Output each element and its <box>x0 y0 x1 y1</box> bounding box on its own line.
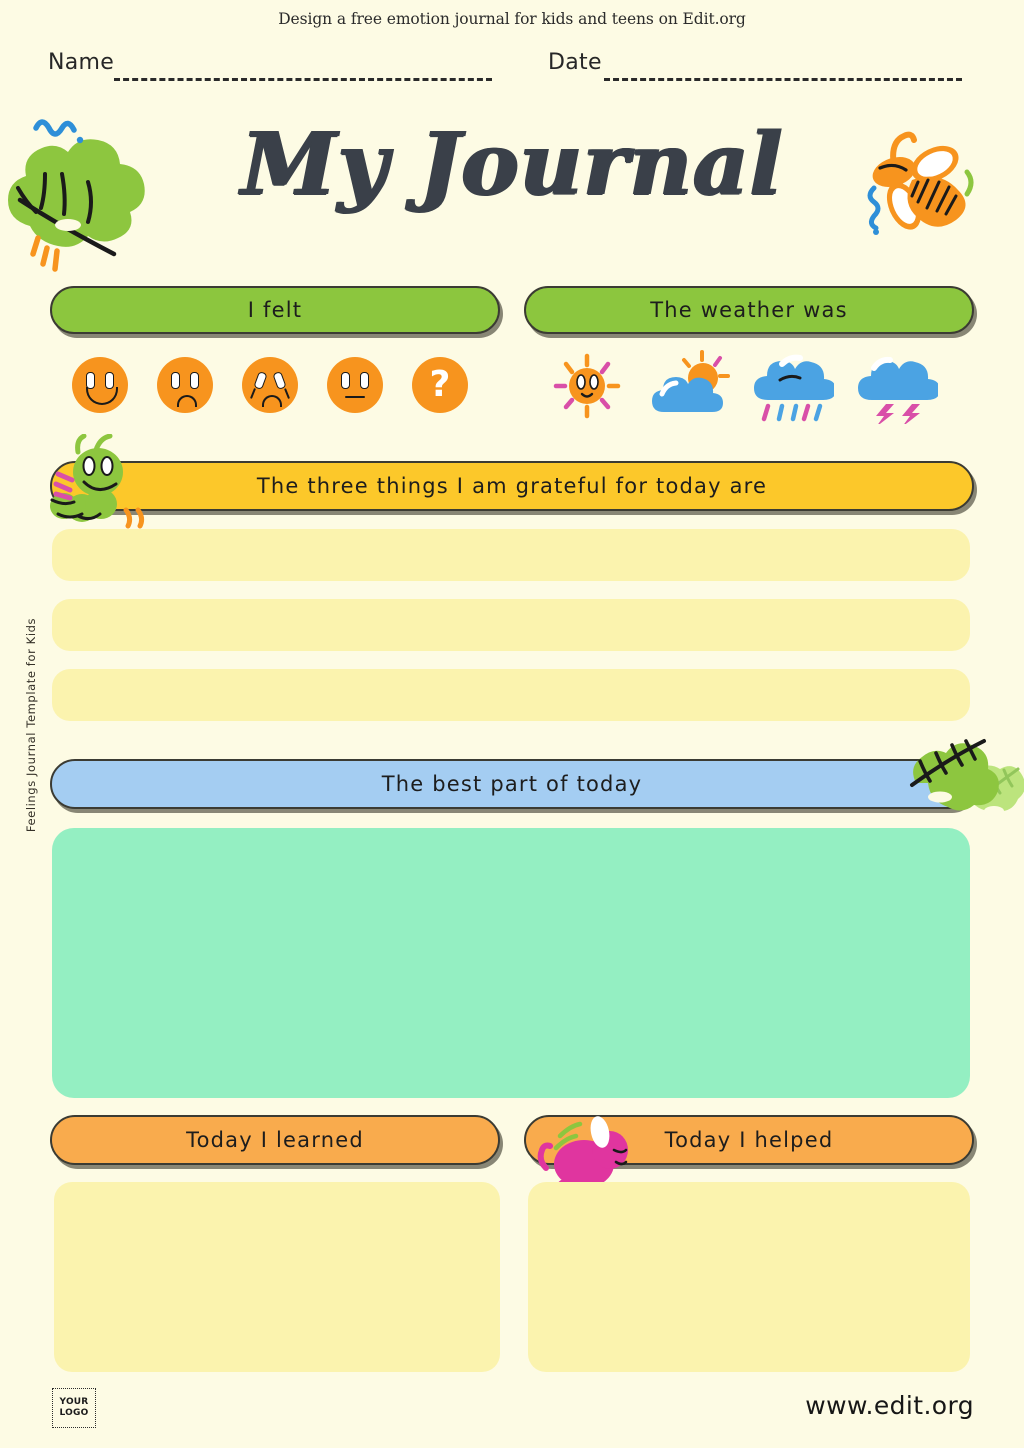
weather-bar <box>524 286 974 334</box>
today-learned-textarea[interactable] <box>54 1182 500 1372</box>
today-helped-bar <box>524 1115 974 1165</box>
best-part-bar <box>50 759 974 809</box>
crying-face[interactable] <box>242 357 298 413</box>
name-label: Name <box>48 50 115 75</box>
grateful-label: The three things I am grateful for today are <box>256 474 768 498</box>
site-url[interactable]: www.edit.org <box>805 1391 974 1420</box>
best-part-textarea[interactable] <box>52 828 970 1098</box>
name-date-row <box>0 48 1024 88</box>
logo-line-1: YOUR <box>59 1397 89 1407</box>
question-face[interactable] <box>412 357 468 413</box>
sun-behind-cloud-icon[interactable] <box>650 350 732 420</box>
name-input-line[interactable] <box>114 78 492 81</box>
best-part-label: The best part of today <box>381 772 643 796</box>
question-mark-icon: ? <box>429 364 451 405</box>
sun-icon[interactable] <box>552 352 622 420</box>
neutral-face[interactable] <box>327 357 383 413</box>
happy-face[interactable] <box>72 357 128 413</box>
date-input-line[interactable] <box>604 78 962 81</box>
thunder-cloud-icon[interactable] <box>852 348 938 424</box>
date-label: Date <box>548 50 602 75</box>
weather-label: The weather was <box>650 298 848 322</box>
today-learned-label: Today I learned <box>186 1128 364 1152</box>
grateful-line-3[interactable] <box>52 669 970 721</box>
page-title: My Journal <box>241 114 783 215</box>
grateful-line-1[interactable] <box>52 529 970 581</box>
rain-cloud-icon[interactable] <box>750 348 834 424</box>
template-side-tag: Feelings Journal Template for Kids <box>24 617 38 833</box>
grateful-bar <box>50 461 974 511</box>
i-felt-label: I felt <box>247 298 303 322</box>
i-felt-bar <box>50 286 500 334</box>
sad-face[interactable] <box>157 357 213 413</box>
today-learned-bar <box>50 1115 500 1165</box>
logo-line-2: LOGO <box>59 1408 89 1418</box>
your-logo-placeholder[interactable] <box>52 1388 96 1428</box>
today-helped-label: Today I helped <box>664 1128 834 1152</box>
page-caption: Design a free emotion journal for kids and teens on Edit.org <box>278 10 746 28</box>
today-helped-textarea[interactable] <box>528 1182 970 1372</box>
grateful-line-2[interactable] <box>52 599 970 651</box>
